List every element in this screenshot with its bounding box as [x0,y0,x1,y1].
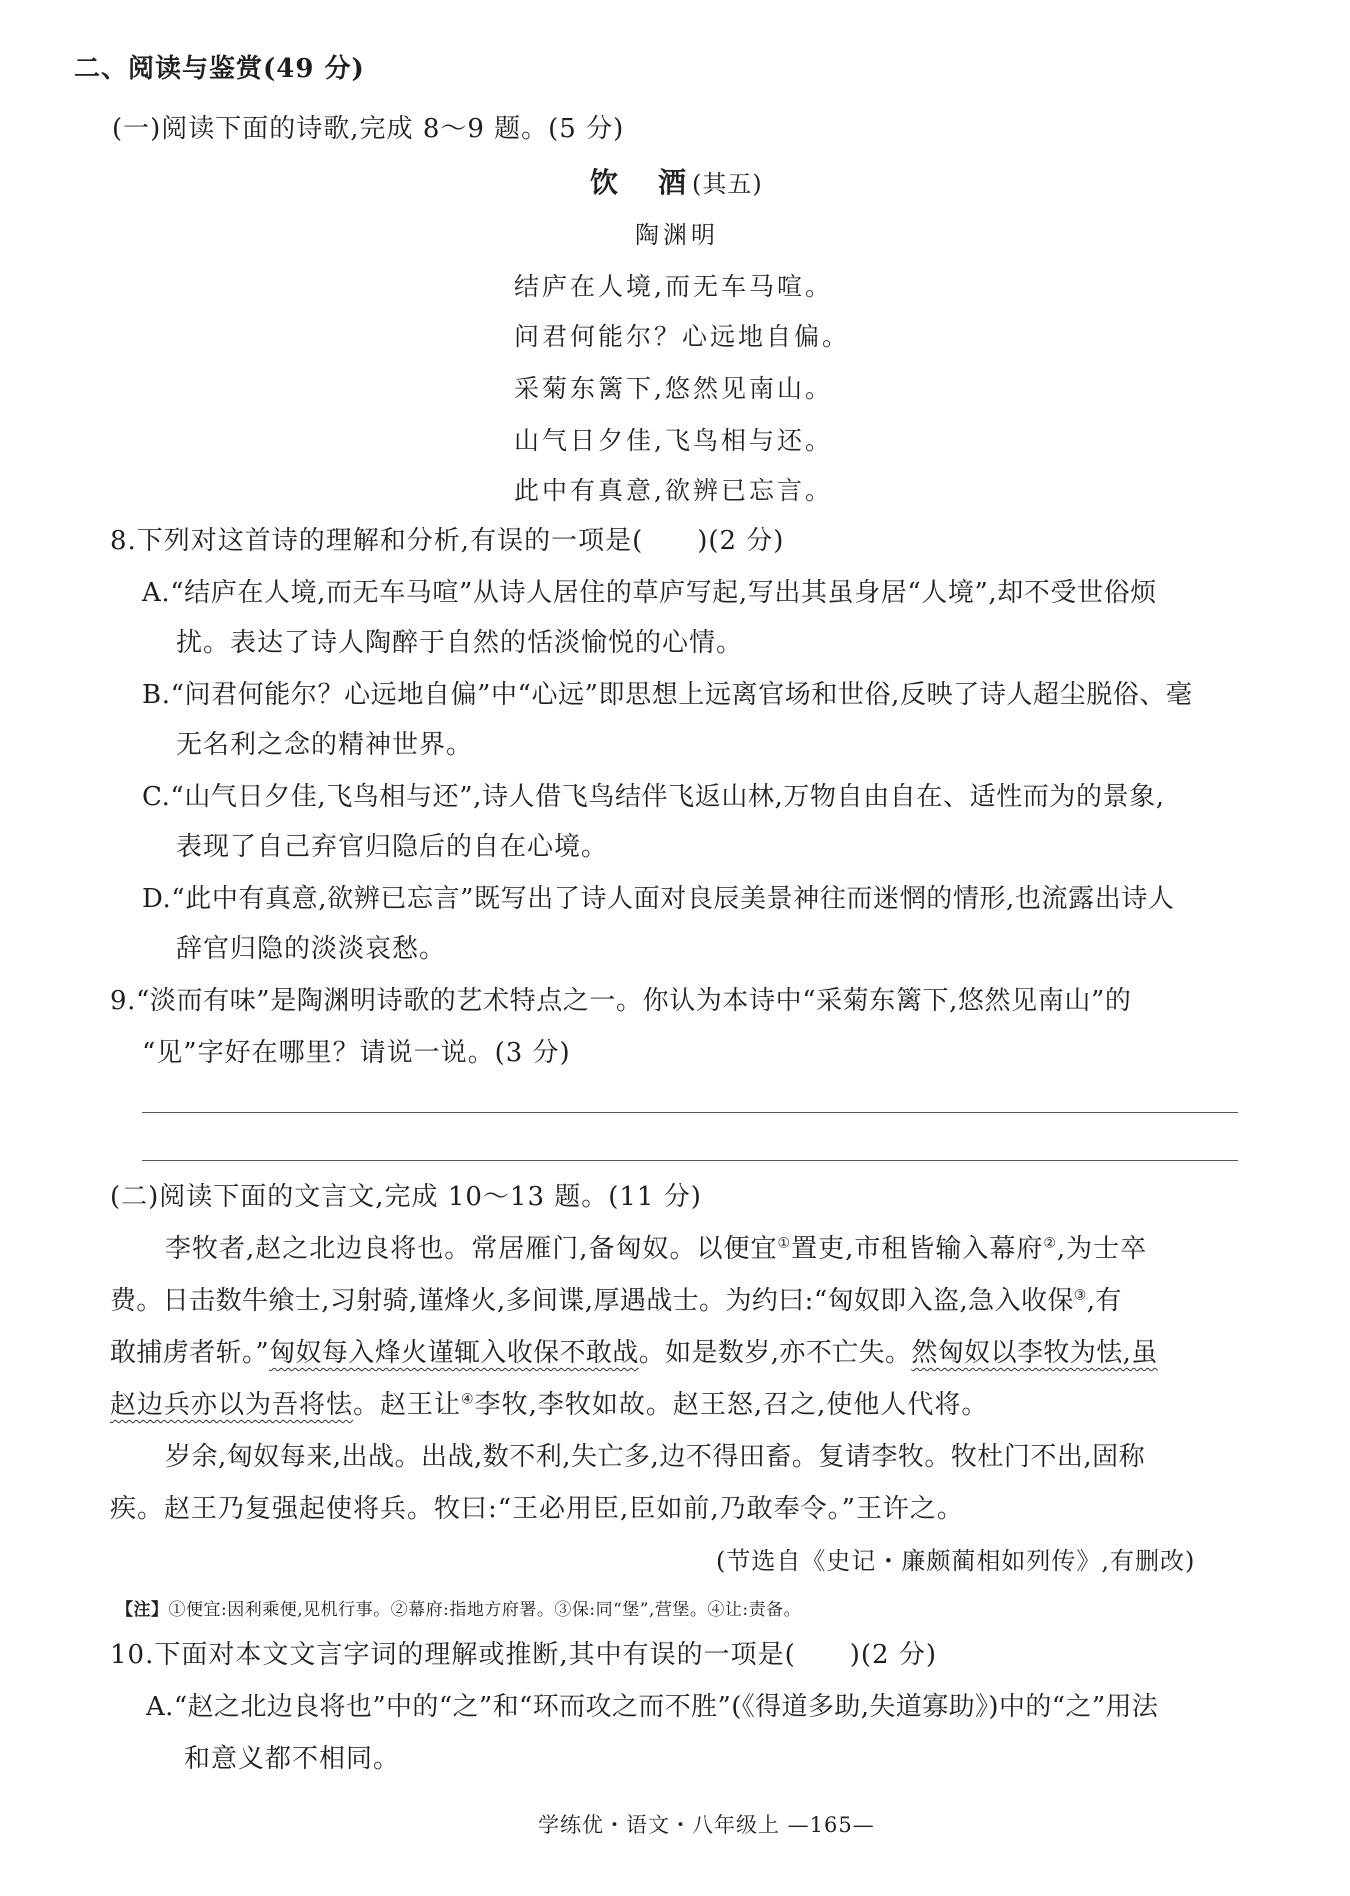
question-10-stem: 10.下面对本文文言字词的理解或推断,其中有误的一项是( )(2 分) [110,1640,937,1670]
poem-line: 结庐在人境,而无车马喧。 [514,272,833,301]
poem-line: 问君何能尔？心远地自偏。 [514,322,851,351]
passage-text: 李牧者,赵之北边良将也。常居雁门,备匈奴。以便宜 [165,1234,778,1264]
q8-option-a-line2: 扰。表达了诗人陶醉于自然的恬淡愉悦的心情。 [176,628,744,658]
poem-line: 采菊东篱下,悠然见南山。 [514,374,833,403]
question-9-line2: “见”字好在哪里？请说一说。(3 分) [142,1038,571,1068]
passage-p1-line1 [165,1232,1147,1266]
answer-line[interactable] [142,1160,1238,1161]
q8-option-c-line2: 表现了自己弃官归隐后的自在心境。 [176,832,609,862]
passage-text: 敢捕虏者斩。” [110,1338,270,1368]
poem-subtitle: (其五) [692,170,763,198]
passage-text: ,有 [1086,1286,1122,1316]
passage-text: 置吏,市租皆输入幕府 [791,1234,1044,1264]
wavy-underlined-sentence: 然匈奴以李牧为怯,虽 [911,1338,1158,1368]
passage-source: (节选自《史记・廉颇蔺相如列传》,有删改) [716,1547,1196,1575]
q10-option-a-line2: 和意义都不相同。 [184,1744,401,1774]
poem-author: 陶渊明 [635,221,719,249]
note-marker: ③ [1073,1287,1087,1304]
answer-line[interactable] [142,1112,1238,1113]
note-label: 【注】 [116,1600,169,1620]
question-9-line1: 9.“淡而有味”是陶渊明诗歌的艺术特点之一。你认为本诗中“采菊东篱下,悠然见南山”的 [110,986,1132,1016]
passage-p1-line3 [110,1336,1158,1370]
q8-option-a-line1: A.“结庐在人境,而无车马喧”从诗人居住的草庐写起,写出其虽身居“人境”,却不受世俗烦 [142,578,1157,608]
note-marker: ② [1043,1235,1057,1252]
poem-line: 此中有真意,欲辨已忘言。 [514,476,833,505]
note-marker: ④ [461,1391,475,1408]
q8-option-c-line1: C.“山气日夕佳,飞鸟相与还”,诗人借飞鸟结伴飞返山林,万物自由自在、适性而为的景象, [142,782,1165,812]
note-text: ①便宜:因利乘便,见机行事。②幕府:指地方府署。③保:同“堡”,营堡。④让:责备。 [168,1600,802,1620]
note-marker: ① [777,1235,792,1252]
section-heading: 二、阅读与鉴赏(49 分) [74,54,365,84]
q8-option-d-line1: D.“此中有真意,欲辨已忘言”既写出了诗人面对良辰美景神往而迷惘的情形,也流露出诗人 [142,884,1175,914]
passage-p1-line4 [110,1388,988,1422]
passage-p2-line1: 岁余,匈奴每来,出战。出战,数不利,失亡多,边不得田畜。复请李牧。牧杜门不出,固称 [165,1442,1146,1472]
wavy-underlined-sentence: 赵边兵亦以为吾将怯 [110,1390,354,1420]
passage-text: 李牧,李牧如故。赵王怒,召之,使他人代将。 [474,1390,989,1420]
page-footer: 学练优・语文・八年级上 —165— [538,1813,875,1837]
wavy-underlined-sentence: 匈奴每入烽火谨辄入收保不敢战 [269,1338,639,1368]
passage-text: ,为士卒 [1056,1234,1148,1264]
poem-line: 山气日夕佳,飞鸟相与还。 [514,426,833,455]
q8-option-d-line2: 辞官归隐的淡淡哀愁。 [176,934,447,964]
part1-intro: (一)阅读下面的诗歌,完成 8～9 题。(5 分) [112,114,625,144]
question-8-stem: 8.下列对这首诗的理解和分析,有误的一项是( )(2 分) [110,526,785,556]
passage-text: 。赵王让 [353,1390,462,1420]
passage-text: 费。日击数牛飨士,习射骑,谨烽火,多间谍,厚遇战士。为约曰:“匈奴即入盗,急入收保 [110,1286,1074,1316]
passage-text: 。如是数岁,亦不亡失。 [638,1338,912,1368]
poem-title: 饮 酒 [590,166,693,199]
q10-option-a-line1: A.“赵之北边良将也”中的“之”和“环而攻之而不胜”(《得道多助,失道寡助》)中的“之”用法 [146,1692,1159,1722]
passage-p2-line2: 疾。赵王乃复强起使将兵。牧曰:“王必用臣,臣如前,乃敢奉令。”王许之。 [110,1494,964,1524]
annotation-note [116,1598,801,1622]
q8-option-b-line2: 无名利之念的精神世界。 [176,730,474,760]
q8-option-b-line1: B.“问君何能尔？心远地自偏”中“心远”即思想上远离官场和世俗,反映了诗人超尘脱俗、毫 [142,680,1193,710]
poem-title-block [590,166,763,201]
part2-intro: (二)阅读下面的文言文,完成 10～13 题。(11 分) [110,1182,702,1212]
passage-p1-line2 [110,1284,1122,1318]
